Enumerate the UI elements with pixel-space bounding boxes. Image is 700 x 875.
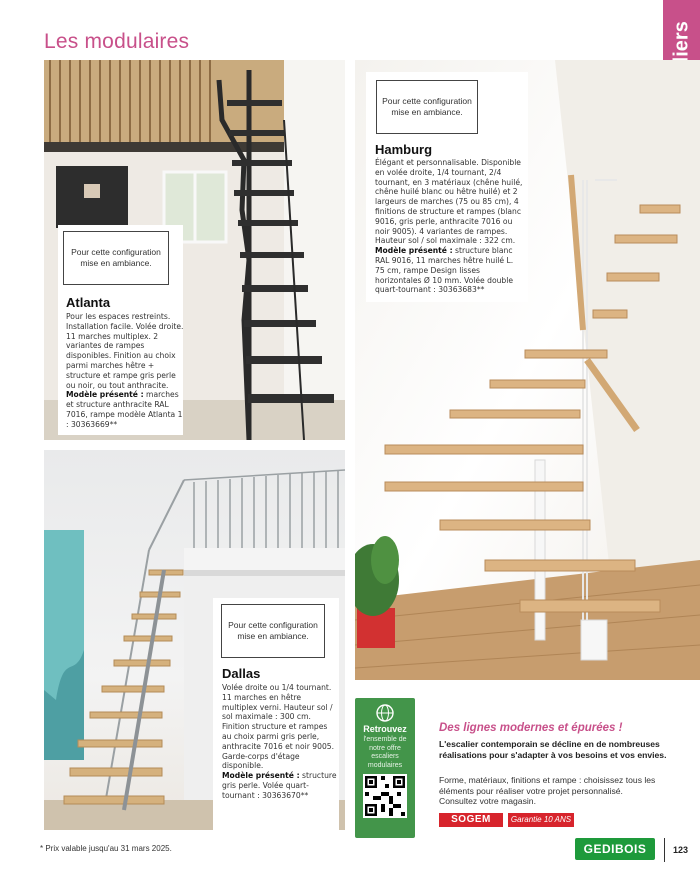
dallas-model-text: structure gris perle. Volée quart-tournant : 30363670** — [222, 771, 337, 800]
hamburg-model-text: structure blanc RAL 9016, 11 marches hêtre huilé L. 75 cm, rampe Design lisses horizontales Ø 10 mm. Volée double quart-tournant : 30363683** — [375, 246, 514, 295]
atlanta-config-note: Pour cette configuration mise en ambiance. — [63, 231, 169, 285]
atlanta-panel — [58, 225, 183, 435]
gedibois-logo: GEDIBOIS — [575, 838, 655, 860]
dallas-panel — [213, 598, 339, 830]
dallas-model-label: Modèle présenté : — [222, 771, 300, 781]
retrouvez-title: Retrouvez — [363, 724, 407, 734]
atlanta-description — [66, 312, 186, 430]
hamburg-name: Hamburg — [375, 142, 433, 157]
dallas-config-note: Pour cette configuration mise en ambiance. — [221, 604, 325, 658]
sogem-logo: SOGEM — [439, 813, 503, 827]
dallas-description — [222, 683, 338, 801]
hamburg-config-note: Pour cette configuration mise en ambiance. — [376, 80, 478, 134]
promo-paragraph-2: Forme, matériaux, finitions et rampe : choisissez tous les éléments pour réaliser votre projet personnalisé. Consultez votre magasin. — [439, 775, 656, 806]
globe-icon — [375, 703, 395, 723]
tagline: Des lignes modernes et épurées ! — [439, 722, 623, 734]
dallas-name: Dallas — [222, 666, 261, 681]
page-number-divider — [664, 838, 665, 862]
qr-code[interactable] — [363, 774, 407, 818]
hamburg-description — [375, 158, 525, 295]
atlanta-model-label: Modèle présenté : — [66, 390, 144, 400]
price-footnote: * Prix valable jusqu'au 31 mars 2025. — [40, 844, 172, 853]
retrouvez-subtitle: l'ensemble de notre offre escaliers modulaires — [363, 736, 407, 769]
atlanta-desc-text: Pour les espaces restreints. Installation facile. Volée droite. 11 marches multiplex. 2 variantes de rampes disponibles. Finition au choix parmi marches hêtre + structure et rampe gris perle ou noir, ou tout anthracite. — [66, 312, 184, 390]
page-number: 123 — [673, 845, 689, 855]
promo-paragraph-1: L'escalier contemporain se décline en de nombreuses réalisations pour s'adapter à vos besoins et vos envies. — [439, 739, 667, 760]
atlanta-name: Atlanta — [66, 295, 111, 310]
guarantee-badge: Garantie 10 ANS — [508, 813, 574, 827]
atlanta-model-text: marches et structure anthracite RAL 7016, rampe modèle Atlanta 1 : 30363669** — [66, 390, 183, 429]
page-title: Les modulaires — [44, 30, 190, 53]
hamburg-model-label: Modèle présenté : — [375, 246, 453, 256]
dallas-desc-text: Volée droite ou 1/4 tournant. 11 marches en hêtre multiplex verni. Hauteur sol / sol maximale : 300 cm. Finition structure et rampes au choix parmi gris perle, anthracite 7016 et noir 9005. Garde-corps d'étage disponible. — [222, 683, 335, 771]
retrouvez-box[interactable] — [355, 698, 415, 838]
hamburg-panel — [366, 72, 528, 302]
hamburg-desc-text: Élégant et personnalisable. Disponible en volée droite, 1/4 tournant, 2/4 tournant, en 3 matériaux (chêne huilé, chêne huilé blanc ou hêtre huilé) et 2 largeurs de marches (75 ou 85 cm), 4 finitions de structure et rampes (blanc 9016, gris perle, anthracite 7016 ou noir 9005). 4 variantes de rampes. Hauteur sol / sol maximale : 322 cm. — [375, 158, 523, 246]
